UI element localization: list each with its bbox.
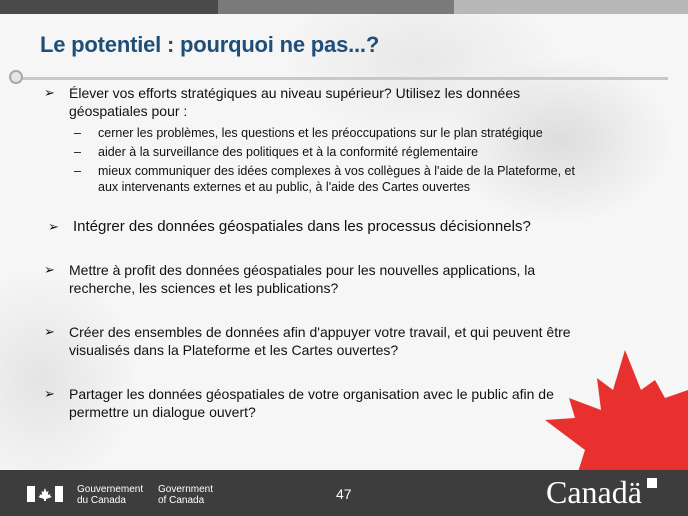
sub-bullet-item-1: [74, 125, 543, 141]
bullet-text-line: Mettre à profit des données géospatiales pour les nouvelles applications, la: [69, 262, 536, 278]
gov-name-fr: [77, 484, 143, 506]
sub-bullet-text: cerner les problèmes, les questions et les préoccupations sur le plan stratégique: [98, 126, 543, 140]
bullet-item-3: [44, 261, 535, 297]
canada-flag-icon: [27, 486, 63, 502]
bullet-item-1: [44, 84, 520, 120]
wordmark-flag-icon: [647, 478, 657, 488]
gov-name-fr-line2: du Canada: [77, 495, 126, 506]
canada-wordmark: Canadä: [546, 474, 642, 510]
sub-bullet-text: mieux communiquer des idées complexes à vos collègues à l'aide de la Plateforme, et: [98, 164, 575, 178]
gov-name-en-line2: of Canada: [158, 495, 205, 506]
gov-name-en-line1: Government: [158, 484, 214, 495]
bullet-item-4: [44, 323, 571, 359]
bullet-text-line: visualisés dans la Plateforme et les Cartes ouvertes?: [69, 342, 399, 358]
bullet-text-line: Partager les données géospatiales de votre organisation avec le public afin de: [69, 386, 554, 402]
bullet-text-line: Élever vos efforts stratégiques au niveau supérieur? Utilisez les données: [69, 85, 521, 101]
bullet-item-2: [48, 218, 531, 236]
bullet-item-5: [44, 385, 554, 421]
dash-marker: –: [74, 126, 81, 140]
sub-bullet-item-3: [74, 163, 575, 195]
sub-bullet-item-2: [74, 144, 478, 160]
bullet-arrow-icon: ➢: [44, 324, 55, 339]
dash-marker: –: [74, 145, 81, 159]
slide-title: Le potentiel : pourquoi ne pas...?: [40, 32, 380, 57]
top-band-segment-light: [454, 0, 688, 14]
dash-marker: –: [74, 164, 81, 178]
title-divider: [18, 77, 668, 80]
bullet-arrow-icon: ➢: [44, 85, 55, 100]
gov-name-fr-line1: Gouvernement: [77, 484, 144, 495]
page-number: 47: [336, 486, 352, 502]
bullet-arrow-icon: ➢: [48, 219, 59, 234]
sub-bullet-text: aider à la surveillance des politiques et à la conformité réglementaire: [98, 145, 479, 159]
top-band: [0, 0, 688, 14]
bullet-arrow-icon: ➢: [44, 262, 55, 277]
sub-bullet-text: aux intervenants externes et au public, à l'aide des Cartes ouvertes: [98, 180, 471, 194]
bullet-text-line: Créer des ensembles de données afin d'appuyer votre travail, et qui peuvent être: [69, 324, 571, 340]
top-band-segment-dark: [0, 0, 218, 14]
bullet-text-line: permettre un dialogue ouvert?: [69, 404, 256, 420]
top-band-segment-mid: [218, 0, 454, 14]
gov-name-en: [158, 484, 213, 506]
title-divider-dot: [9, 70, 23, 84]
bullet-text-line: Intégrer des données géospatiales dans les processus décisionnels?: [73, 218, 531, 235]
bullet-text-line: géospatiales pour :: [69, 103, 188, 119]
bullet-text-line: recherche, les sciences et les publications?: [69, 280, 339, 296]
bullet-arrow-icon: ➢: [44, 386, 55, 401]
